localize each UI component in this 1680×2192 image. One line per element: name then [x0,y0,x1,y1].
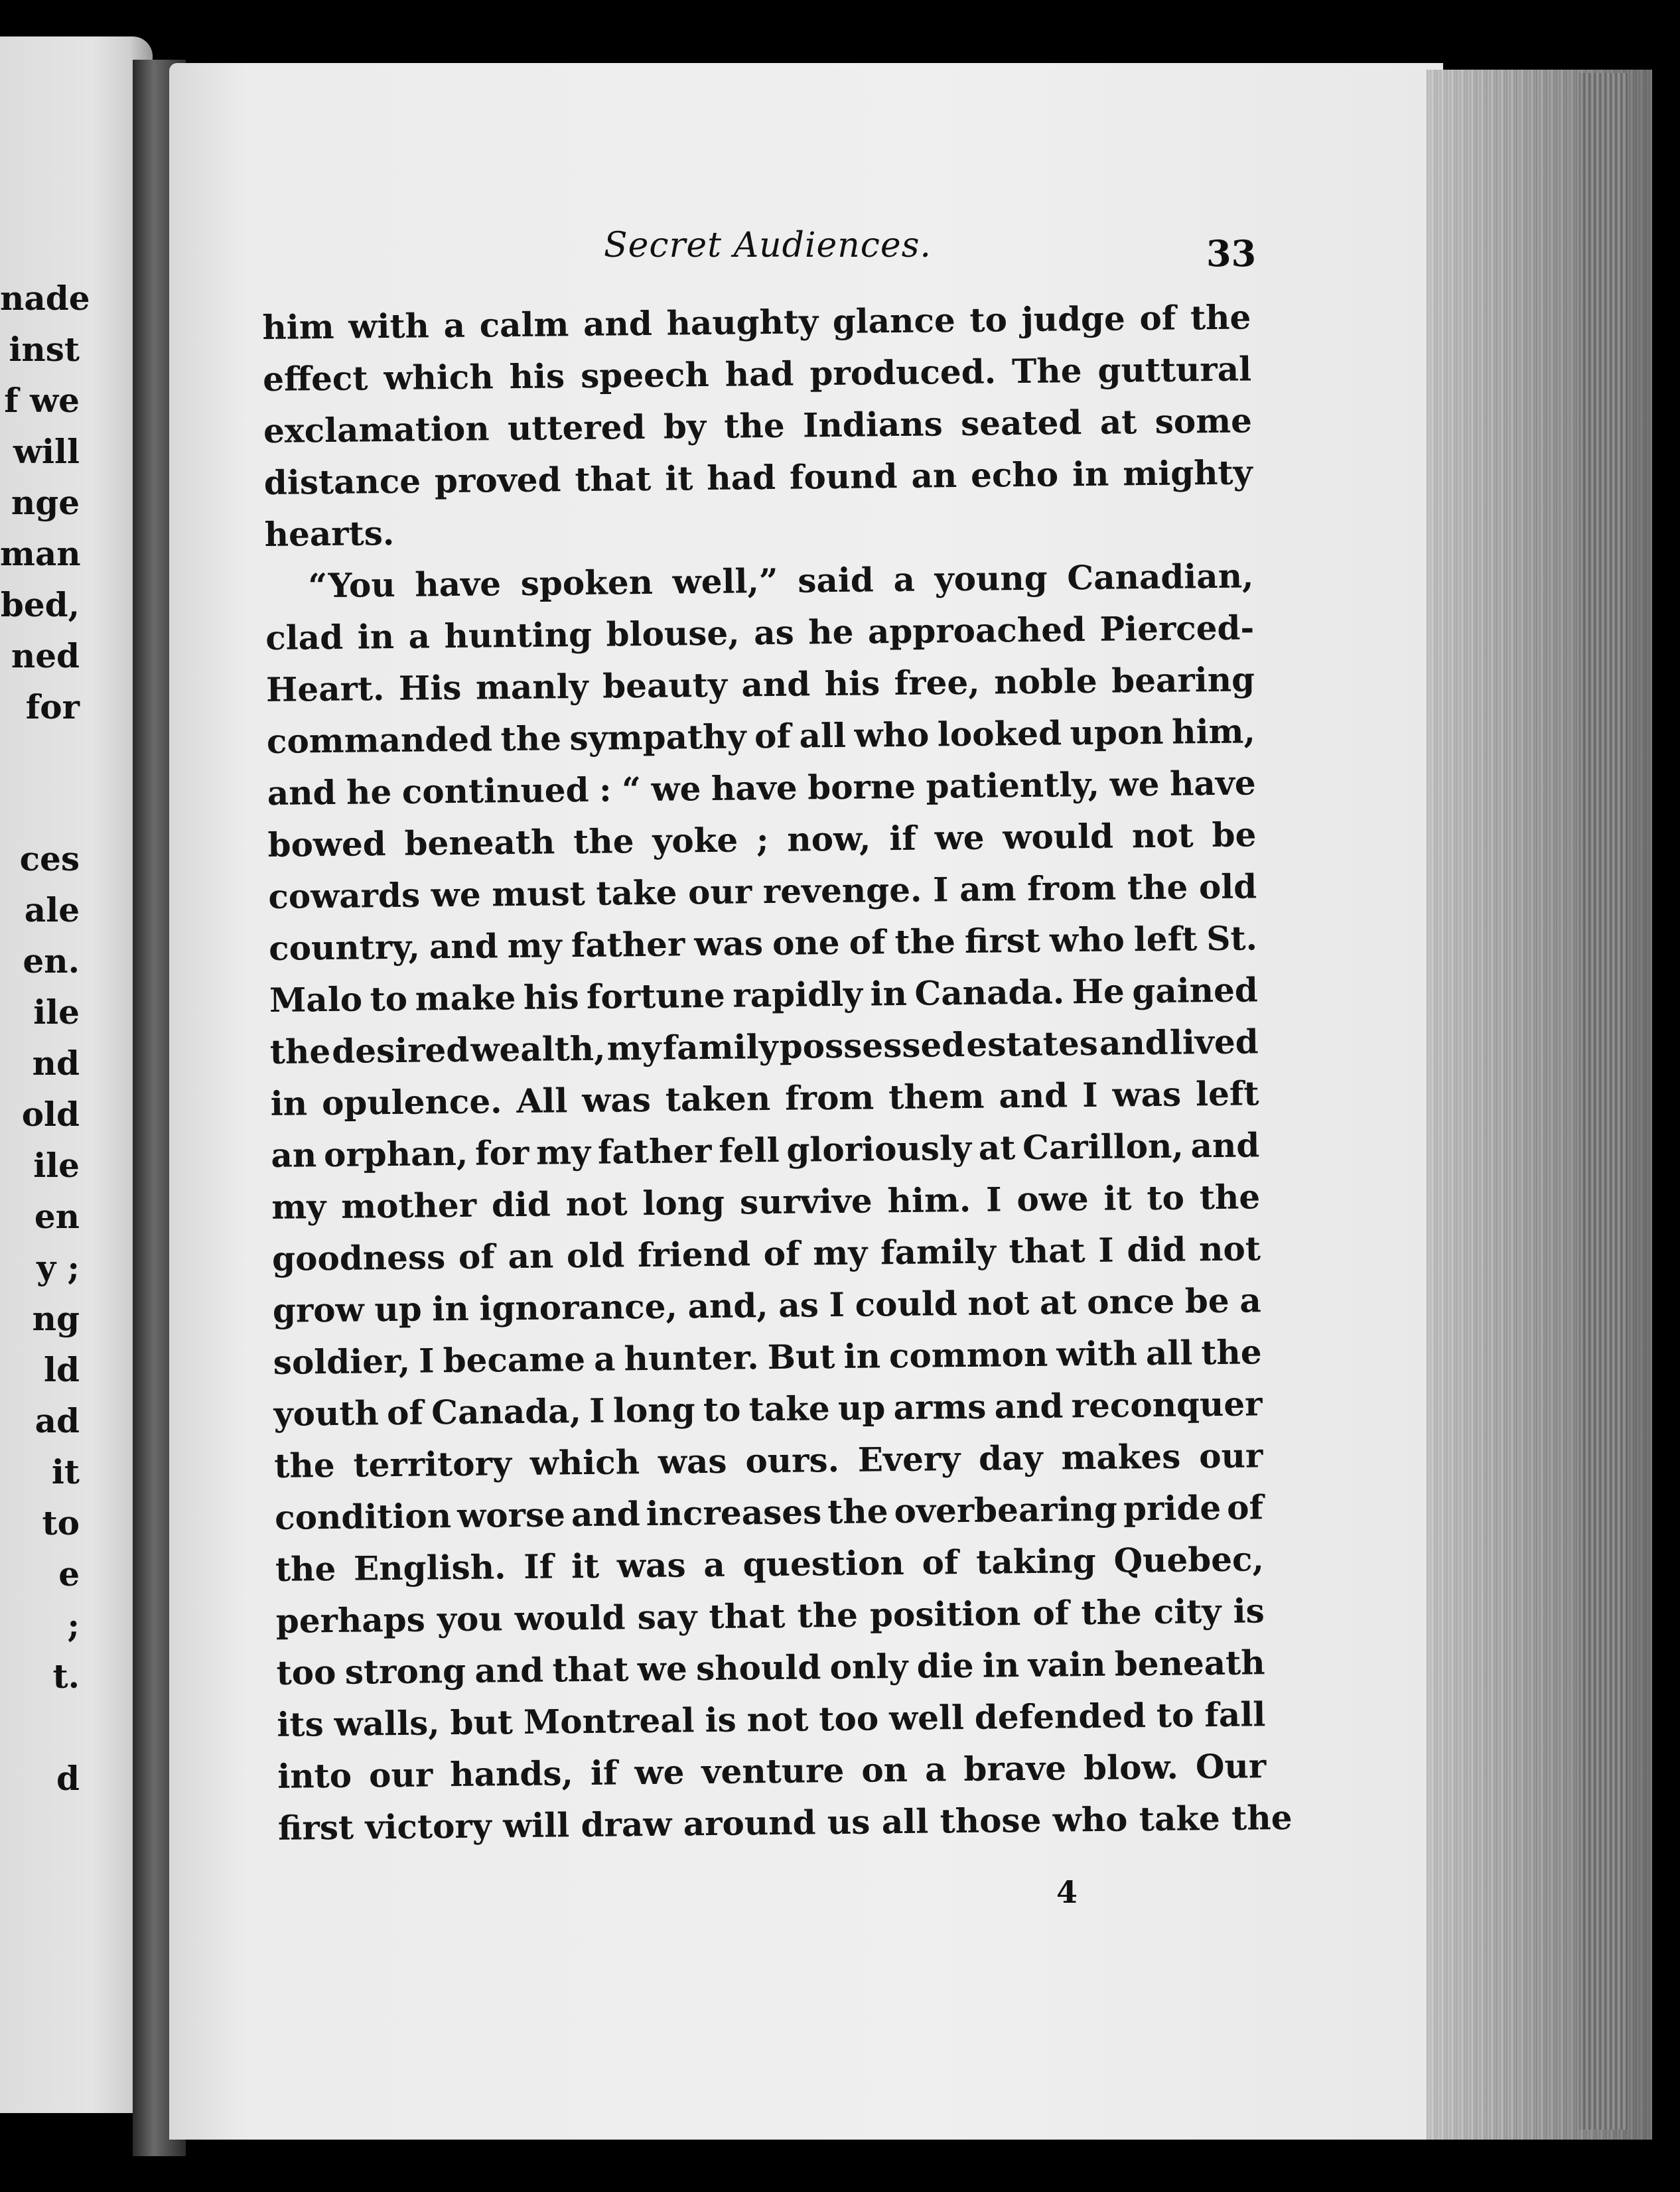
running-head: Secret Audiences. [604,226,932,265]
text-line: into our hands, if we venture on a brave blow. Our [277,1746,1267,1796]
previous-page-line: e [58,1554,80,1594]
text-line: soldier, I became a hunter. But in common with all the [273,1332,1262,1382]
previous-page-line: bed, [0,585,80,624]
text-line: Malo to make his fortune rapidly in Canada. He gained [269,970,1259,1020]
previous-page-line: nade [0,279,90,318]
text-line: the desired wealth, my family possessed estates and lived [269,1022,1259,1071]
text-line: effect which his speech had produced. The guttural [262,349,1252,399]
previous-page-line: nge [11,483,80,522]
previous-page-line: t. [52,1657,80,1696]
text-line: “You have spoken well,” said a young Canadian, [308,556,1254,606]
previous-page-line: en [34,1197,80,1236]
text-line: bowed beneath the yoke ; now, if we would not be [267,815,1257,864]
text-line: condition worse and increases the overbearing pride of [274,1487,1264,1537]
text-line: cowards we must take our revenge. I am from the old [268,866,1257,916]
text-line: exclamation uttered by the Indians seated at some [263,401,1253,450]
previous-page-line: ned [11,636,80,675]
previous-page-line: d [56,1759,80,1798]
text-line: and he continued : “ we have borne patiently, we have [267,763,1256,813]
text-line: grow up in ignorance, and, as I could not at once be a [272,1280,1262,1330]
text-line: commanded the sympathy of all who looked upon him, [266,711,1256,761]
text-line: clad in a hunting blouse, as he approached Pierced- [265,608,1255,657]
previous-page-line: ng [32,1299,80,1338]
text-line: first victory will draw around us all those who take the [277,1797,1293,1848]
signature-mark: 4 [1056,1874,1078,1910]
previous-page-line: ; [67,1606,80,1645]
text-line: Heart. His manly beauty and his free, noble bearing [265,659,1255,709]
previous-page-line: ld [44,1350,80,1389]
text-line: in opulence. All was taken from them and I was left [270,1073,1259,1123]
text-line: youth of Canada, I long to take up arms and reconquer [273,1384,1263,1434]
book-cover-rim [1579,73,1629,2130]
previous-page-fragment [0,36,153,2113]
previous-page-line: ces [19,839,80,878]
previous-page-line: man [0,534,81,573]
previous-page-line: to [42,1503,80,1542]
previous-page-line: nd [32,1044,80,1083]
page-number: 33 [1206,232,1257,275]
text-line: him with a calm and haughty glance to judge of the [262,297,1251,347]
previous-page-line: it [51,1452,80,1491]
text-line: country, and my father was one of the first who left St. [268,918,1258,968]
previous-page-line: en. [23,941,80,981]
previous-page-line: ile [33,993,80,1032]
text-line: its walls, but Montreal is not too well defended to fall [277,1694,1266,1744]
text-line: distance proved that it had found an echo in mighty [263,452,1253,502]
text-line: my mother did not long survive him. I owe it to the [271,1177,1261,1227]
body-text [262,291,1293,1854]
previous-page-line: ile [33,1146,80,1185]
previous-page-line: f we [4,381,80,420]
previous-page-line: ad [35,1401,80,1440]
text-line: perhaps you would say that the position of the city is [275,1591,1265,1641]
previous-page-line: old [21,1095,80,1134]
text-line: hearts. [264,513,395,554]
text-line: the territory which was ours. Every day makes our [274,1436,1263,1485]
previous-page-line: y ; [36,1248,80,1287]
previous-page-line: inst [9,330,80,369]
previous-page-line: ale [24,890,80,929]
text-line: an orphan, for my father fell gloriously at Carillon, and [271,1125,1260,1175]
text-line: too strong and that we should only die in vain beneath [276,1643,1265,1692]
previous-page-line: will [13,432,80,471]
text-line: goodness of an old friend of my family that I did not [271,1229,1261,1278]
text-line: the English. If it was a question of taking Quebec, [275,1539,1265,1589]
previous-page-line: for [25,687,80,726]
